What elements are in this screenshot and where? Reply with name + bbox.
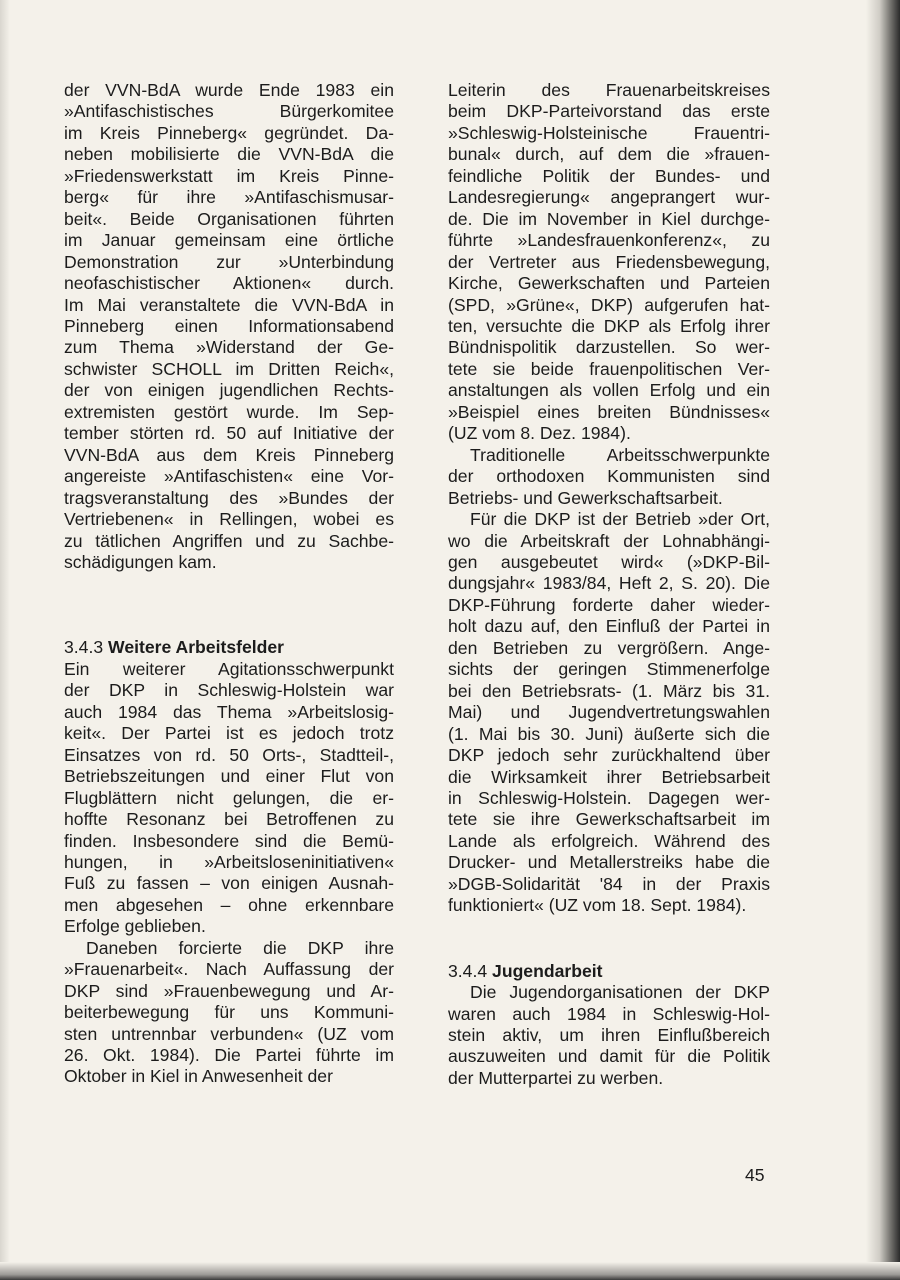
text-line: der Vertreter aus Friedensbewegung, bbox=[448, 251, 770, 272]
text-line: Betriebszeitungen und einer Flut von bbox=[64, 766, 394, 787]
text-line: der VVN-BdA wurde Ende 1983 ein bbox=[64, 80, 394, 100]
text-line: Ein weiterer Agitationsschwerpunkt bbox=[64, 658, 394, 679]
text-line: feindliche Politik der Bundes- und bbox=[448, 165, 770, 186]
text-line: beit«. Beide Organisationen führten bbox=[64, 208, 394, 229]
text-line: neofaschistischer Aktionen« durch. bbox=[64, 273, 394, 294]
text-line: VVN-BdA aus dem Kreis Pinneberg bbox=[64, 444, 394, 465]
text-line: Flugblättern nicht gelungen, die er- bbox=[64, 787, 394, 808]
text-line: beiterbewegung für uns Kommuni- bbox=[64, 1002, 394, 1023]
text-line: bei den Betriebsrats- (1. März bis 31. bbox=[448, 680, 770, 701]
text-line: tember störten rd. 50 auf Initiative der bbox=[64, 423, 394, 444]
text-line: tete sie beide frauenpolitischen Ver- bbox=[448, 358, 770, 379]
text-line: (1. Mai bis 30. Juni) äußerte sich die bbox=[448, 723, 770, 744]
text-line: Mai) und Jugendvertretungswahlen bbox=[448, 702, 770, 723]
text-line: DKP sind »Frauenbewegung und Ar- bbox=[64, 980, 394, 1001]
text-line: hungen, in »Arbeitsloseninitiativen« bbox=[64, 851, 394, 872]
text-line: DKP jedoch sehr zurückhaltend über bbox=[448, 745, 770, 766]
book-spine-shadow bbox=[866, 0, 900, 1280]
section-title: Weitere Arbeitsfelder bbox=[108, 637, 285, 658]
text-line: wo die Arbeitskraft der Lohnabhängi- bbox=[448, 530, 770, 551]
paragraph-vvn-bda bbox=[64, 80, 394, 573]
text-line: (SPD, »Grüne«, DKP) aufgerufen hat- bbox=[448, 294, 770, 315]
text-line: Einsatzes von rd. 50 Orts-, Stadtteil-, bbox=[64, 744, 394, 765]
text-line: hoffte Resonanz bei Betroffenen zu bbox=[64, 809, 394, 830]
text-line: dungsjahr« 1983/84, Heft 2, S. 20). Die bbox=[448, 573, 770, 594]
text-line: Im Mai veranstaltete die VVN-BdA in bbox=[64, 294, 394, 315]
page-bottom-shadow bbox=[0, 1262, 900, 1280]
text-line: Erfolge geblieben. bbox=[64, 916, 206, 937]
text-line: extremisten gestört wurde. Im Sep- bbox=[64, 401, 394, 422]
text-line: zum Thema »Widerstand der Ge- bbox=[64, 337, 394, 358]
text-line: Demonstration zur »Unterbindung bbox=[64, 251, 394, 272]
section-number: 3.4.4 bbox=[448, 960, 488, 981]
section-title: Jugendarbeit bbox=[492, 960, 603, 981]
text-line: schädigungen kam. bbox=[64, 551, 217, 572]
text-line: bunal« durch, auf dem die »frauen- bbox=[448, 144, 770, 165]
text-line: der Mutterpartei zu werben. bbox=[448, 1067, 664, 1088]
text-line: keit«. Der Partei ist es jedoch trotz bbox=[64, 723, 394, 744]
text-line: »Beispiel eines breiten Bündnisses« bbox=[448, 401, 770, 422]
text-line: Lande als erfolgreich. Während des bbox=[448, 830, 770, 851]
text-line: tete sie ihre Gewerkschaftsarbeit im bbox=[448, 809, 770, 830]
text-line: berg« für ihre »Antifaschismusar- bbox=[64, 187, 394, 208]
text-line: Leiterin des Frauenarbeitskreises bbox=[448, 80, 770, 100]
text-line: DKP-Führung forderte daher wieder- bbox=[448, 594, 770, 615]
text-line: Die Jugendorganisationen der DKP bbox=[470, 982, 770, 1003]
text-line: schwister SCHOLL im Dritten Reich«, bbox=[64, 358, 394, 379]
paragraph-arbeitslosigkeit bbox=[64, 659, 394, 938]
text-line: angereiste »Antifaschisten« eine Vor- bbox=[64, 466, 394, 487]
page-number: 45 bbox=[745, 1165, 765, 1185]
text-line: sten untrennbar verbunden« (UZ vom bbox=[64, 1023, 394, 1044]
paragraph-arbeitsschwerpunkte bbox=[448, 445, 770, 509]
paragraph-frauentribunal bbox=[448, 80, 770, 445]
text-line: Kirche, Gewerkschaften und Parteien bbox=[448, 273, 770, 294]
section-heading-3-4-4 bbox=[448, 961, 770, 982]
left-column bbox=[64, 80, 394, 1088]
section-heading-3-4-3 bbox=[64, 637, 394, 658]
text-line: Für die DKP ist der Betrieb »der Ort, bbox=[470, 509, 770, 530]
text-line: sichts der geringen Stimmenerfolge bbox=[448, 659, 770, 680]
text-line: gen ausgebeutet wird« (»DKP-Bil- bbox=[448, 551, 770, 572]
text-line: Vertriebenen« in Rellingen, wobei es bbox=[64, 509, 394, 530]
text-line: neben mobilisierte die VVN-BdA die bbox=[64, 144, 394, 165]
text-line: stein aktiv, um ihren Einflußbereich bbox=[448, 1025, 770, 1046]
text-line: Landesregierung« angeprangert wur- bbox=[448, 187, 770, 208]
text-line: waren auch 1984 in Schleswig-Hol- bbox=[448, 1003, 770, 1024]
text-line: Traditionelle Arbeitsschwerpunkte bbox=[470, 444, 770, 465]
text-line: de. Die im November in Kiel durchge- bbox=[448, 208, 770, 229]
text-line: beim DKP-Parteivorstand das erste bbox=[448, 101, 770, 122]
text-line: auch 1984 das Thema »Arbeitslosig- bbox=[64, 701, 394, 722]
text-line: »Antifaschistisches Bürgerkomitee bbox=[64, 101, 394, 122]
text-line: Bündnispolitik darzustellen. So wer- bbox=[448, 337, 770, 358]
section-number: 3.4.3 bbox=[64, 637, 104, 658]
text-line: tragsveranstaltung des »Bundes der bbox=[64, 487, 394, 508]
text-line: funktioniert« (UZ vom 18. Sept. 1984). bbox=[448, 895, 747, 916]
text-line: men abgesehen – ohne erkennbare bbox=[64, 894, 394, 915]
text-line: (UZ vom 8. Dez. 1984). bbox=[448, 423, 631, 444]
text-line: Daneben forcierte die DKP ihre bbox=[86, 937, 394, 958]
paragraph-frauenarbeit bbox=[64, 938, 394, 1088]
text-line: den Betrieben zu vergrößern. Ange- bbox=[448, 637, 770, 658]
right-column bbox=[448, 80, 770, 1089]
text-line: finden. Insbesondere sind die Bemü- bbox=[64, 830, 394, 851]
text-line: im Januar gemeinsam eine örtliche bbox=[64, 230, 394, 251]
text-line: »Schleswig-Holsteinische Frauentri- bbox=[448, 122, 770, 143]
text-line: im Kreis Pinneberg« gegründet. Da- bbox=[64, 122, 394, 143]
text-line: Drucker- und Metallerstreiks habe die bbox=[448, 852, 770, 873]
text-line: holt dazu auf, den Einfluß der Partei in bbox=[448, 616, 770, 637]
paragraph-jugendarbeit bbox=[448, 982, 770, 1089]
text-line: Betriebs- und Gewerkschaftsarbeit. bbox=[448, 487, 723, 508]
text-line: ten, versuchte die DKP als Erfolg ihrer bbox=[448, 315, 770, 336]
text-line: »Friedenswerkstatt im Kreis Pinne- bbox=[64, 165, 394, 186]
text-line: die Wirksamkeit ihrer Betriebsarbeit bbox=[448, 766, 770, 787]
page-left-shadow bbox=[0, 0, 10, 1280]
text-line: anstaltungen als vollen Erfolg und ein bbox=[448, 380, 770, 401]
text-line: Pinneberg einen Informationsabend bbox=[64, 315, 394, 336]
text-line: der orthodoxen Kommunisten sind bbox=[448, 466, 770, 487]
text-line: der DKP in Schleswig-Holstein war bbox=[64, 680, 394, 701]
text-line: auszuweiten und damit für die Politik bbox=[448, 1046, 770, 1067]
text-line: Fuß zu fassen – von einigen Ausnah- bbox=[64, 873, 394, 894]
text-line: in Schleswig-Holstein. Dagegen wer- bbox=[448, 787, 770, 808]
text-line: der von einigen jugendlichen Rechts- bbox=[64, 380, 394, 401]
text-line: »Frauenarbeit«. Nach Auffassung der bbox=[64, 959, 394, 980]
text-line: führte »Landesfrauenkonferenz«, zu bbox=[448, 230, 770, 251]
text-line: zu tätlichen Angriffen und zu Sachbe- bbox=[64, 530, 394, 551]
text-line: »DGB-Solidarität '84 in der Praxis bbox=[448, 873, 770, 894]
text-line: 26. Okt. 1984). Die Partei führte im bbox=[64, 1045, 394, 1066]
text-line: Oktober in Kiel in Anwesenheit der bbox=[64, 1066, 333, 1087]
paragraph-betriebsarbeit bbox=[448, 509, 770, 917]
